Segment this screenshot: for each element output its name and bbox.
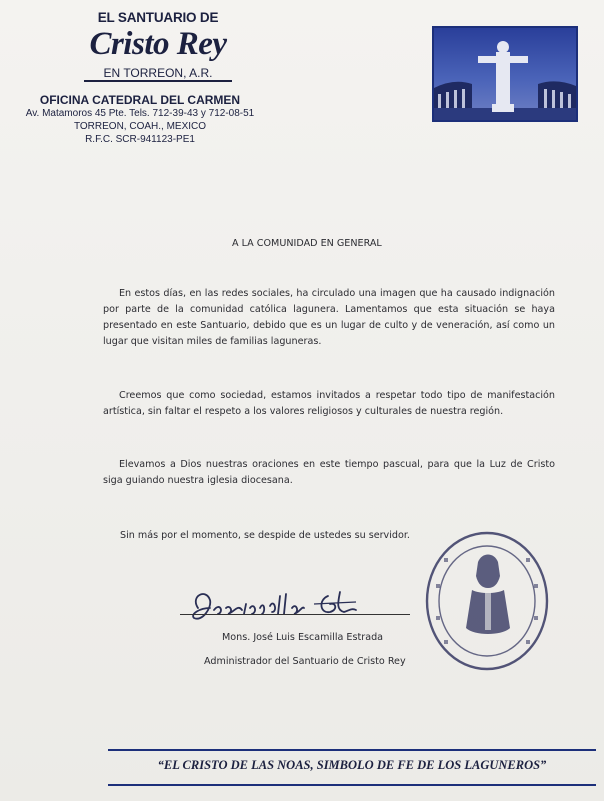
- cristo-rey-photo: [432, 26, 578, 122]
- handwritten-signature: [180, 578, 400, 626]
- footer-rule-top: [108, 749, 596, 751]
- letterhead-city: EN TORREON, A.R.: [103, 66, 213, 80]
- closing-line: Sin más por el momento, se despide de ustedes su servidor.: [120, 530, 410, 541]
- letterhead-line1: EL SANTUARIO DE: [97, 10, 219, 25]
- salutation: A LA COMUNIDAD EN GENERAL: [232, 238, 382, 249]
- letterhead-rule: [84, 80, 232, 82]
- letterhead-rfc: R.F.C. SCR-941123-PE1: [85, 134, 195, 145]
- letterhead-office: OFICINA CATEDRAL DEL CARMEN: [39, 93, 241, 107]
- letterhead-brand: Cristo Rey: [89, 26, 227, 62]
- official-seal-stamp: [422, 528, 552, 674]
- signer-role: Administrador del Santuario de Cristo Rey: [204, 656, 406, 667]
- signature-line: [180, 614, 410, 615]
- paragraph-2: Creemos que como sociedad, estamos invitados a respetar todo tipo de manifestación artística, sin faltar el respeto a los valores religiosos y culturales de nuestra región.: [103, 390, 555, 417]
- letterhead-address: Av. Matamoros 45 Pte. Tels. 712-39-43 y 712-08-51: [25, 108, 255, 119]
- signer-name: Mons. José Luis Escamilla Estrada: [222, 632, 384, 643]
- footer-rule-bottom: [108, 784, 596, 786]
- footer-motto: “EL CRISTO DE LAS NOAS, SIMBOLO DE FE DE LOS LAGUNEROS”: [157, 758, 547, 772]
- paragraph-1: En estos días, en las redes sociales, ha circulado una imagen que ha causado indignación por parte de la comunidad católica lagunera. Lamentamos que esta situación se haya presentado en este Santuario, debido que es un lugar de culto y de veneración, así como un lugar que visitan miles de familias laguneras.: [103, 288, 555, 347]
- paragraph-3: Elevamos a Dios nuestras oraciones en este tiempo pascual, para que la Luz de Cristo siga guiando nuestra iglesia diocesana.: [103, 459, 555, 486]
- letterhead-city-state: TORREON, COAH., MEXICO: [73, 121, 207, 132]
